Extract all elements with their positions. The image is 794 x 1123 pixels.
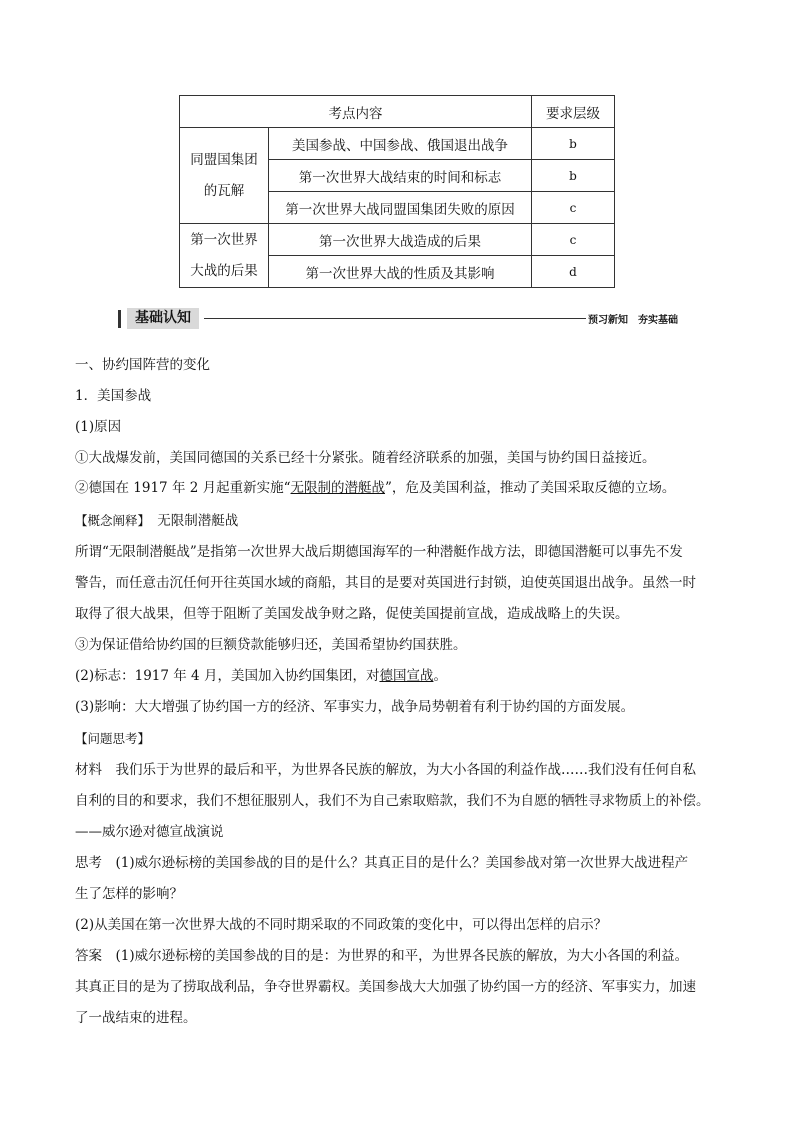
p4-text-a: (2)标志：1917 年 4 月，美国加入协约国集团，对: [75, 668, 380, 684]
row-content: 第一次世界大战的性质及其影响: [269, 256, 532, 288]
section-subtitle: 预习新知 夯实基础: [588, 315, 678, 326]
material-source: ——威尔逊对德宣战演说: [75, 824, 224, 840]
row-content: 美国参战、中国参战、俄国退出战争: [269, 128, 532, 160]
row-level: d: [532, 256, 615, 288]
section-bar: [118, 310, 121, 328]
question-line-3: (2)从美国在第一次世界大战的不同时期采取的不同政策的变化中，可以得出怎样的启示？: [75, 917, 608, 933]
table-header-row: [180, 96, 615, 128]
concept-tag: 【概念阐释】: [75, 513, 144, 528]
heading-1: 一、协约国阵营的变化: [75, 357, 210, 373]
answer-line-3: 了一战结束的进程。: [75, 1010, 197, 1026]
group2-line2: 大战的后果: [190, 262, 258, 279]
row-content: 第一次世界大战造成的后果: [269, 224, 532, 256]
answer-line-1: 答案 (1)威尔逊标榜的美国参战的目的是：为世界的和平，为世界各民族的解放，为大小各国的利益。: [75, 948, 689, 964]
row-content: 第一次世界大战同盟国集团失败的原因: [269, 192, 532, 224]
material-line-2: 自利的目的和要求，我们不想征服别人，我们不为自己索取赔款，我们不为自愿的牺牲寻求物质上的补偿。: [75, 793, 710, 809]
row-level: b: [532, 128, 615, 160]
p2-text-b: ”，危及美国利益，推动了美国采取反德的立场。: [385, 480, 676, 496]
requirements-table: [179, 95, 615, 288]
answer-line-2: 其真正目的是为了捞取战利品，争夺世界霸权。美国参战大大加强了协约国一方的经济、军事实力，加速: [75, 979, 696, 995]
heading-2: 1．美国参战: [75, 388, 152, 404]
p4-text-b: 。: [433, 668, 447, 684]
row-content: 第一次世界大战结束的时间和标志: [269, 160, 532, 192]
concept-line-3: 取得了很大战果，但等于阻断了美国发战争财之路，促使美国提前宣战，造成战略上的失误。: [75, 606, 629, 622]
table-row: [180, 128, 615, 160]
paragraph-3: ③为保证借给协约国的巨额贷款能够归还，美国希望协约国获胜。: [75, 637, 467, 653]
section-header: [118, 308, 678, 330]
table-row: [180, 224, 615, 256]
section-divider: [204, 318, 586, 319]
cause-label: (1)原因: [75, 419, 122, 435]
question-line-1: 思考 (1)威尔逊标榜的美国参战的目的是什么？其真正目的是什么？美国参战对第一次世界大战进程产: [75, 855, 689, 871]
header-level: 要求层级: [532, 96, 615, 128]
question-line-2: 生了怎样的影响？: [75, 886, 183, 902]
concept-line-2: 警告，而任意击沉任何开往英国水域的商船，其目的是要对英国进行封锁，迫使英国退出战争。虽然一时: [75, 575, 696, 591]
question-tag: 【问题思考】: [75, 731, 151, 746]
paragraph-1: ①大战爆发前，美国同德国的关系已经十分紧张。随着经济联系的加强，美国与协约国日益接近。: [75, 450, 656, 466]
group1-line1: 同盟国集团: [190, 151, 258, 168]
paragraph-5: (3)影响：大大增强了协约国一方的经济、军事实力，战争局势朝着有利于协约国的方面发展。: [75, 699, 635, 715]
row-level: b: [532, 160, 615, 192]
group-cell-consequence: [180, 224, 269, 288]
p2-text-a: ②德国在 1917 年 2 月起重新实施“: [75, 480, 291, 496]
concept-name: 无限制潜艇战: [157, 513, 239, 529]
group-cell-collapse: [180, 128, 269, 224]
paragraph-4: [75, 667, 447, 685]
concept-line-1: 所谓“无限制潜艇战”是指第一次世界大战后期德国海军的一种潜艇作战方法，即德国潜艇可以事先不发: [75, 544, 683, 560]
row-level: c: [532, 192, 615, 224]
paragraph-2: [75, 479, 675, 497]
material-line-1: 材料 我们乐于为世界的最后和平，为世界各民族的解放，为大小各国的利益作战……我们没有任何自私: [75, 762, 696, 778]
p4-underlined: 德国宣战: [379, 668, 434, 684]
group1-line2: 的瓦解: [203, 182, 245, 199]
header-content: 考点内容: [180, 96, 532, 128]
row-level: c: [532, 224, 615, 256]
group2-line1: 第一次世界: [190, 231, 258, 248]
p2-underlined: 无限制的潜艇战: [290, 480, 386, 496]
section-title: 基础认知: [127, 308, 199, 329]
concept-heading: [75, 512, 238, 530]
